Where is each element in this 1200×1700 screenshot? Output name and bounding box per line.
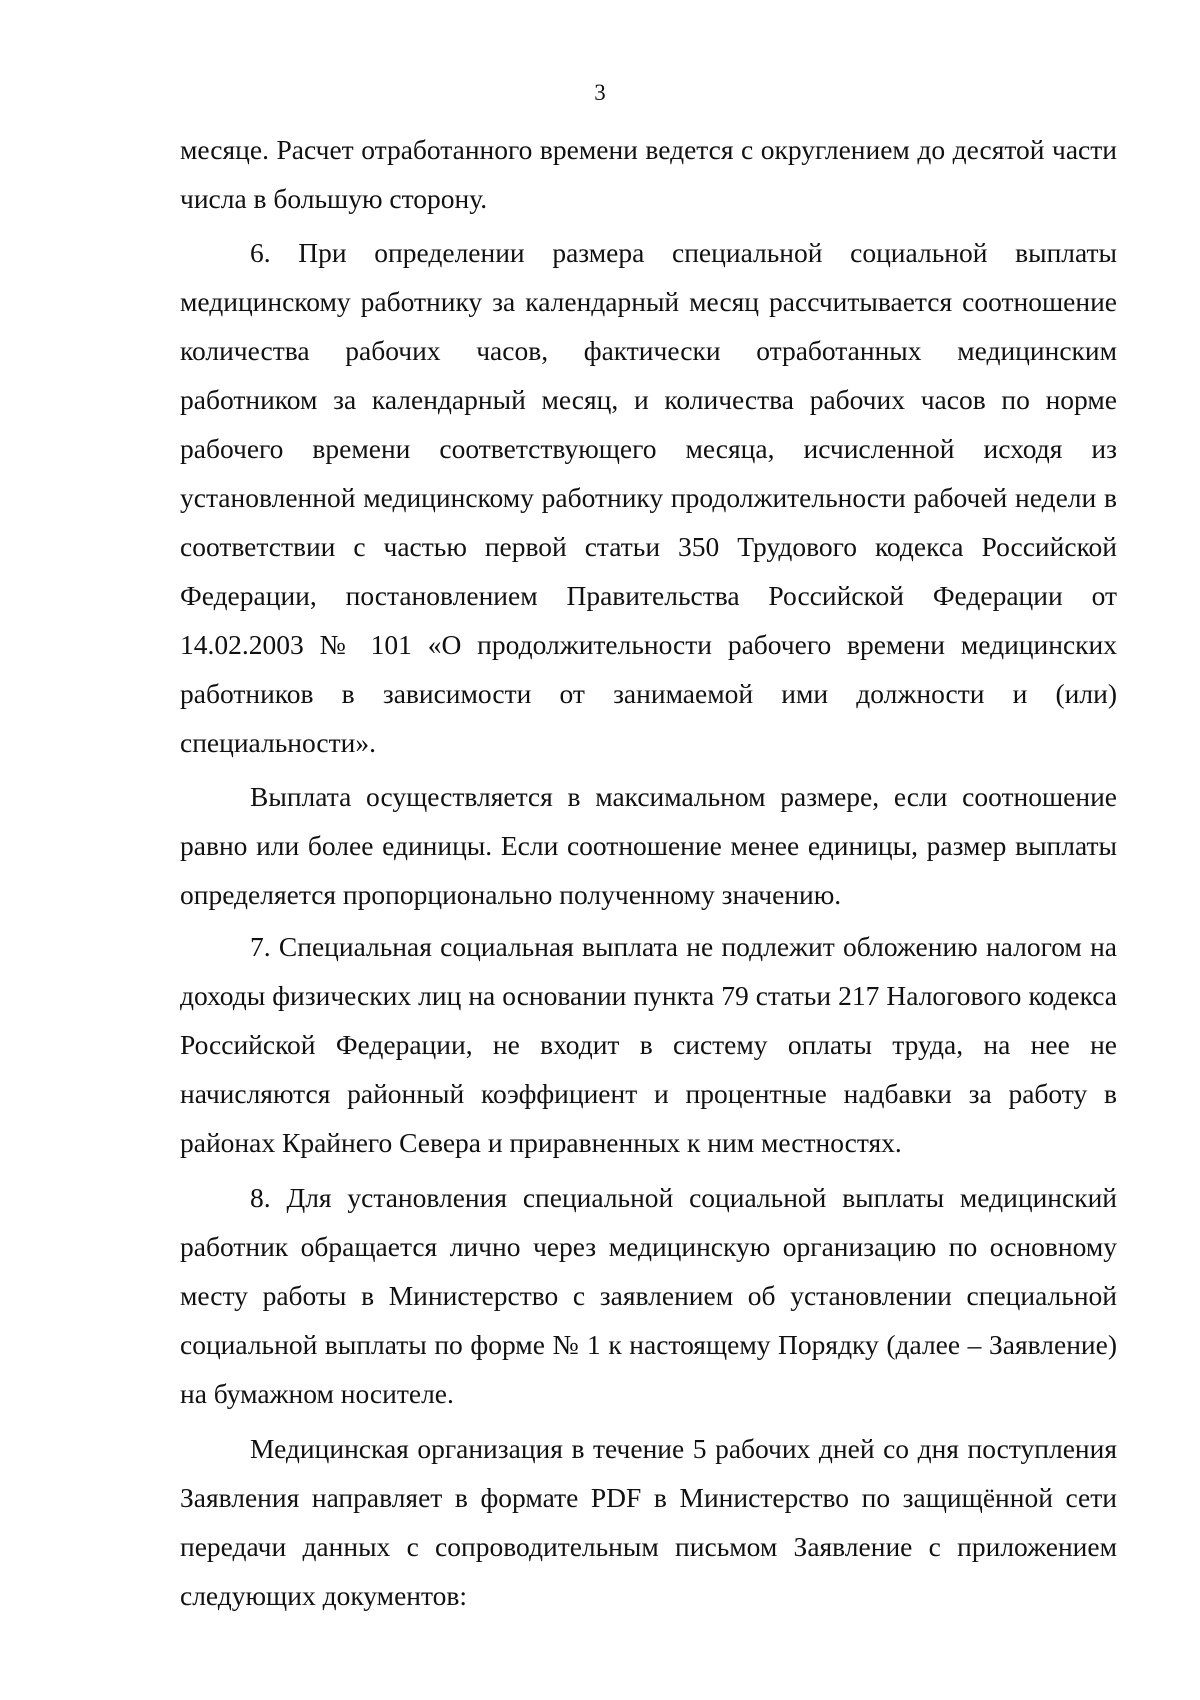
paragraph-item-6: 6. При определении размера специальной социальной выплаты медицинскому работнику за календарный месяц рассчитывается соотношение количества рабочих часов, фактически отработанных медицинским работником за календарный месяц, и количества рабочих часов по норме рабочего времени соответствующего месяца, исчисленной исходя из установленной медицинскому работнику продолжительности рабочей недели в соответствии с частью первой статьи 350 Трудового кодекса Российской Федерации, постановлением Правительства Российской Федерации от 14.02.2003 № 101 «О продолжительности рабочего времени медицинских работников в зависимости от занимаемой ими должности и (или) специальности». <box>180 237 1117 758</box>
page-number: 3 <box>594 80 606 105</box>
paragraph-payment-size: Выплата осуществляется в максимальном размере, если соотношение равно или более единицы. Если соотношение менее единицы, размер выплаты определяется пропорционально полученному значению. <box>180 781 1117 910</box>
document-body <box>180 125 1117 1620</box>
paragraph-continuation: месяце. Расчет отработанного времени ведется с округлением до десятой части числа в большую сторону. <box>180 134 1117 214</box>
paragraph-medical-organization: Медицинская организация в течение 5 рабочих дней со дня поступления Заявления направляет в формате PDF в Министерство по защищённой сети передачи данных с сопроводительным письмом Заявление с приложением следующих документов: <box>180 1433 1117 1611</box>
paragraph-item-8: 8. Для установления специальной социальной выплаты медицинский работник обращается лично через медицинскую организацию по основному месту работы в Министерство с заявлением об установлении специальной социальной выплаты по форме № 1 к настоящему Порядку (далее – Заявление) на бумажном носителе. <box>180 1182 1117 1409</box>
paragraph-item-7: 7. Специальная социальная выплата не подлежит обложению налогом на доходы физических лиц на основании пункта 79 статьи 217 Налогового кодекса Российской Федерации, не входит в систему оплаты труда, на нее не начисляются районный коэффициент и процентные надбавки за работу в районах Крайнего Севера и приравненных к ним местностях. <box>180 931 1117 1158</box>
